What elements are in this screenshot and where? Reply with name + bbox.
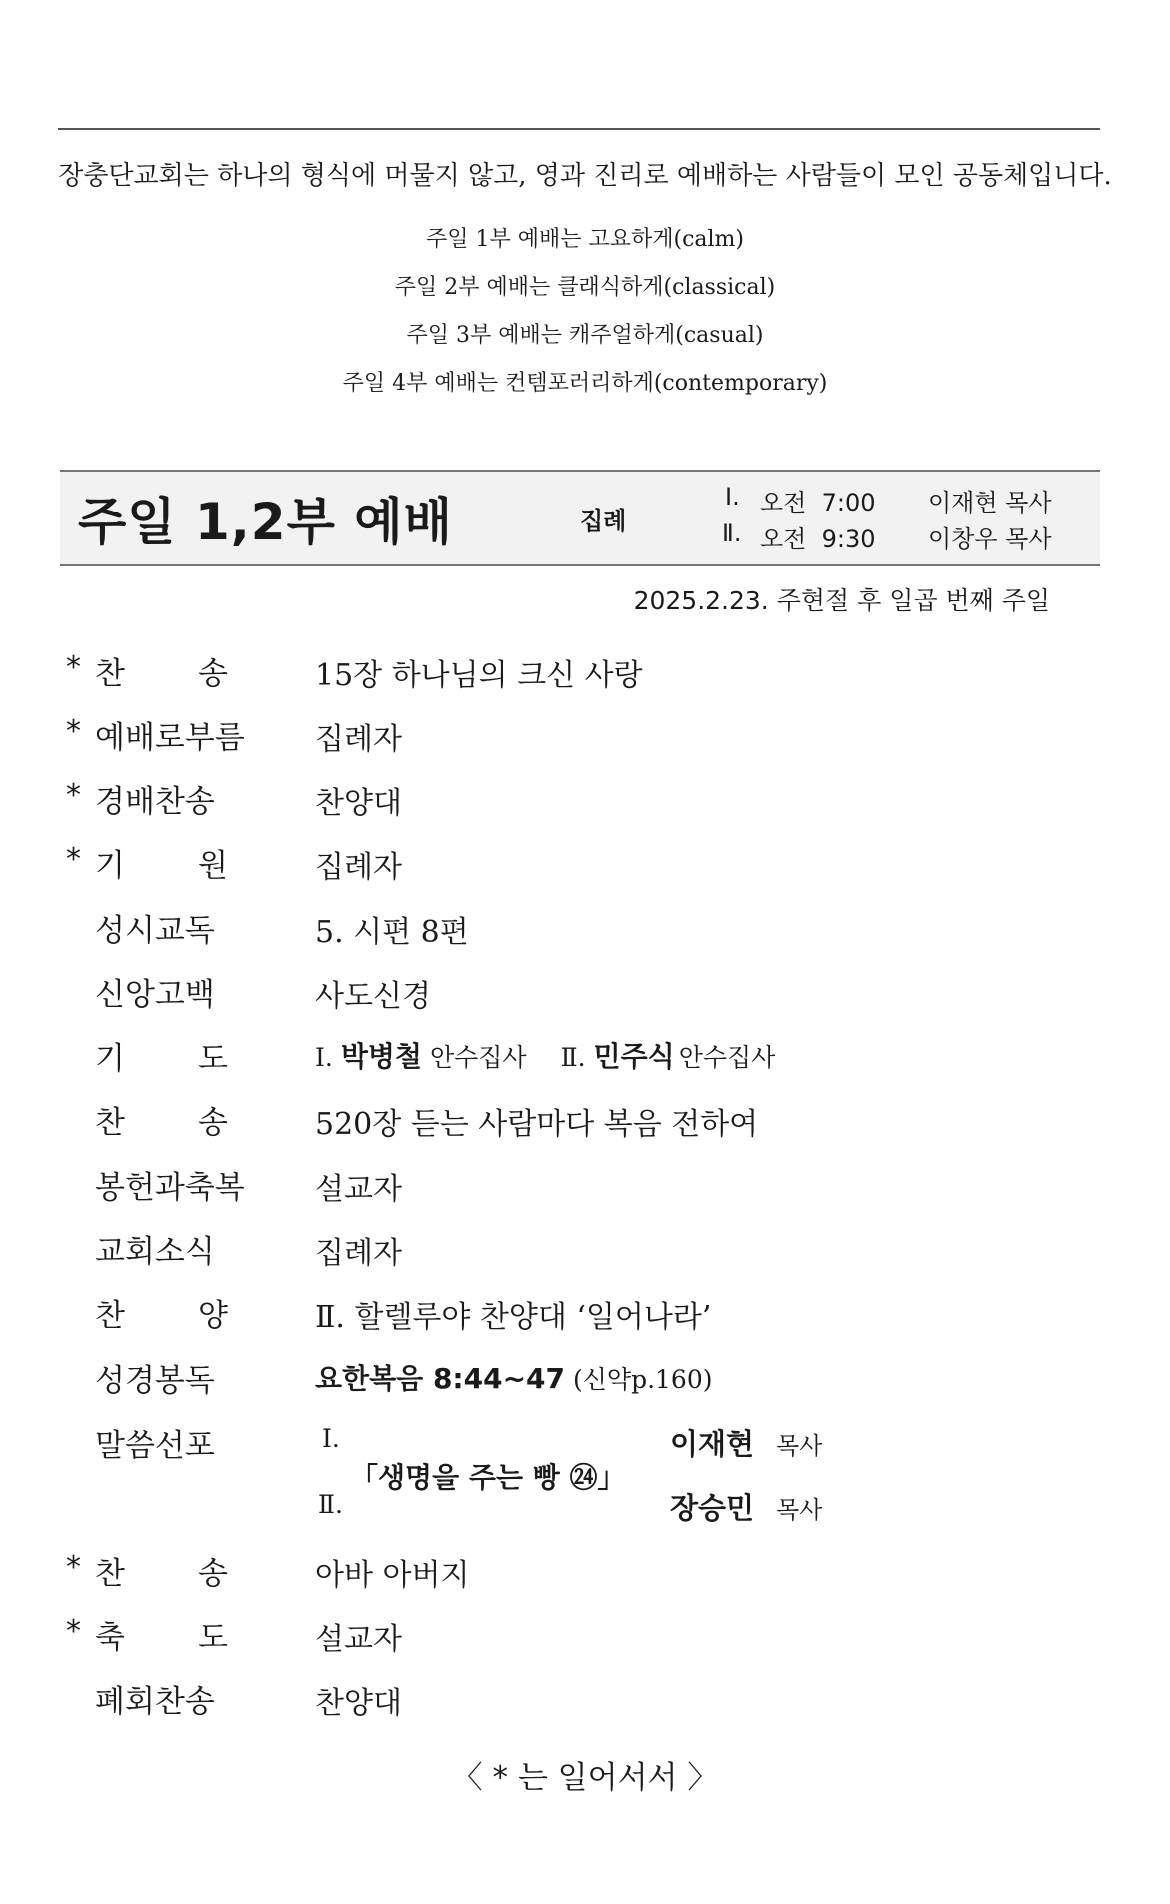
order-item [0,1097,1170,1153]
order-item [0,1676,1170,1732]
order-label-char: 송 [198,1556,228,1592]
sermon-preacher: 장승민 [670,1491,755,1525]
order-label-char: 축 [95,1620,125,1656]
order-label-char: 송 [198,656,228,692]
officiant-label: 집례 [580,507,627,535]
intro-line: 주일 1부 예배는 고요하게(calm) [426,227,744,252]
order-item [0,1162,1170,1218]
order-label-char: 송 [198,1105,228,1141]
prayer-name: 박병철 [340,1040,422,1073]
order-content: 520장 듣는 사람마다 복음 전하여 [315,1107,759,1142]
sermon-preacher-role: 목사 [776,1496,823,1524]
prayer-number: Ⅱ. [560,1043,586,1072]
intro-line: 주일 3부 예배는 캐주얼하게(casual) [406,323,764,348]
standing-mark: * [66,842,81,877]
order-label [95,1612,228,1657]
order-item [0,1355,1170,1411]
order-label-char: 기 [95,848,125,884]
service-number: Ⅰ. [725,483,740,511]
service-date: 2025.2.23. 주현절 후 일곱 번째 주일 [633,586,1050,615]
order-content: 집례자 [315,722,402,757]
order-label: 폐회찬송 [95,1684,215,1720]
intro-line: 주일 4부 예배는 컨템포러리하게(contemporary) [342,371,828,396]
order-item [0,776,1170,832]
sermon-number: Ⅱ. [318,1490,343,1519]
order-label-char: 원 [198,848,228,884]
order-item [0,1548,1170,1604]
intro-line: 주일 2부 예배는 클래식하게(classical) [394,275,776,300]
standing-mark: * [66,1614,81,1649]
order-item [0,1612,1170,1668]
order-content: 설교자 [315,1622,402,1657]
standing-note: 〈 * 는 일어서서 〉 [451,1760,719,1796]
order-item [0,905,1170,961]
order-label-char: 찬 [95,656,125,692]
order-item [0,1420,1170,1548]
order-label [95,1033,228,1078]
prayer-role: 안수집사 [678,1043,776,1072]
order-label [95,648,228,693]
order-label-char: 양 [198,1298,228,1334]
order-content: 아바 아버지 [315,1558,470,1593]
prayer-name: 민주식 [593,1040,675,1073]
order-content: 사도신경 [315,979,431,1014]
order-label [95,1097,228,1142]
prayer-number: Ⅰ. [315,1043,333,1072]
order-label: 성경봉독 [95,1363,215,1399]
prayer-role: 안수집사 [429,1043,527,1072]
order-label-char: 찬 [95,1298,125,1334]
order-label: 교회소식 [95,1234,215,1270]
order-content: 5. 시편 8편 [315,915,469,950]
order-item [0,1226,1170,1282]
order-content: 설교자 [315,1172,402,1207]
order-item [0,1033,1170,1089]
order-item [0,1290,1170,1346]
order-content: 찬양대 [315,1686,402,1721]
order-content: 집례자 [315,850,402,885]
order-label-char: 도 [198,1620,228,1656]
order-item [0,840,1170,896]
prayer-content [315,1035,775,1075]
service-time: 오전 7:00 [760,489,876,517]
order-label-char: 찬 [95,1556,125,1592]
service-number: Ⅱ. [722,519,742,547]
order-label-char: 찬 [95,1105,125,1141]
order-label: 말씀선포 [95,1428,215,1464]
order-label-char: 도 [198,1041,228,1077]
order-label [95,840,228,885]
order-label: 예배로부름 [95,720,245,756]
order-label: 경배찬송 [95,784,215,820]
standing-mark: * [66,650,81,685]
standing-mark: * [66,1550,81,1585]
order-label: 성시교독 [95,913,215,949]
sermon-preacher-role: 목사 [776,1432,823,1460]
order-label-char: 기 [95,1041,125,1077]
intro-text: 장충단교회는 하나의 형식에 머물지 않고, 영과 진리로 예배하는 사람들이 모인 공동체입니다. [58,161,1112,191]
order-item [0,712,1170,768]
order-label: 봉헌과축복 [95,1170,245,1206]
scripture-book: 요한복음 8:44~47 [315,1362,566,1395]
standing-mark: * [66,778,81,813]
sermon-preacher: 이재현 [670,1427,755,1461]
scripture-content [315,1357,713,1397]
order-content: 15장 하나님의 크신 사랑 [315,658,643,693]
sermon-title: 「생명을 주는 빵 ㉔」 [350,1461,626,1494]
order-item [0,969,1170,1025]
service-time: 오전 9:30 [760,525,876,553]
service-title: 주일 1,2부 예배 [78,493,453,551]
order-content: 찬양대 [315,786,402,821]
order-label [95,1548,228,1593]
order-label [95,1290,228,1335]
service-officiant: 이창우 목사 [928,525,1052,553]
order-label: 신앙고백 [95,977,215,1013]
service-officiant: 이재현 목사 [928,489,1052,517]
order-content: Ⅱ. 할렐루야 찬양대 ‘일어나라’ [315,1300,712,1335]
scripture-reference: (신약p.160) [573,1365,713,1394]
top-rule [58,128,1100,130]
order-item [0,648,1170,704]
standing-mark: * [66,714,81,749]
sermon-number: Ⅰ. [322,1424,340,1453]
order-content: 집례자 [315,1236,402,1271]
